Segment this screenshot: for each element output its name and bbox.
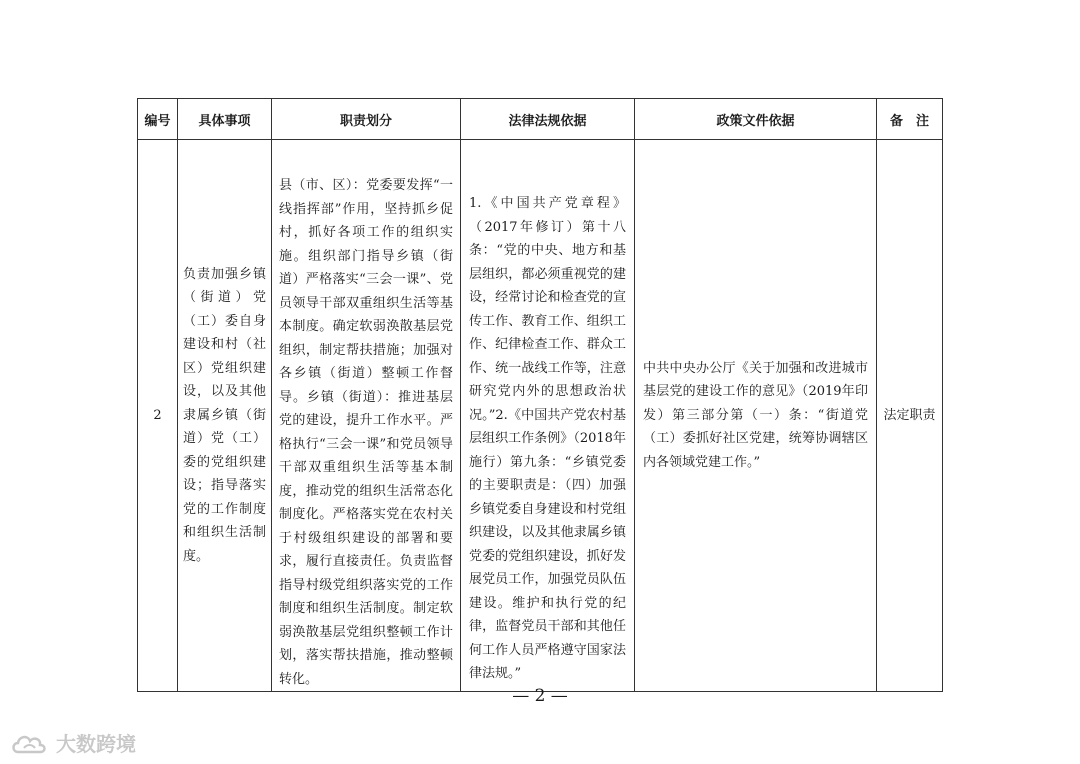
table-header-row	[138, 99, 943, 140]
header-duty: 职责划分	[272, 99, 461, 140]
cloud-logo-icon	[10, 730, 50, 756]
header-remark: 备 注	[877, 99, 943, 140]
cell-item	[178, 140, 272, 692]
cell-law-text: 1.《中国共产党章程》（2017年修订）第十八条：“党的中央、地方和基层组织，都必须重视党的建设，经常讨论和检查党的宣传工作、教育工作、组织工作、纪律检查工作、群众工作、统一战线工作等，注意研究党内外的思想政治状况。”2.《中国共产党农村基层组织工作条例》（2018年施行）第九条：“乡镇党委的主要职责是：（四）加强乡镇党委自身建设和村党组织建设，以及其他隶属乡镇党委的党组织建设，抓好发展党员工作，加强党员队伍建设。维护和执行党的纪律，监督党员干部和其他任何工作人员严格遵守国家法律法规。”	[469, 196, 626, 681]
cell-law	[461, 140, 635, 692]
cell-policy	[635, 140, 877, 692]
watermark	[10, 728, 136, 757]
cell-duty	[272, 140, 461, 692]
cell-no: 2	[138, 140, 178, 692]
header-policy: 政策文件依据	[635, 99, 877, 140]
cell-item-text: 负责加强乡镇（街道）党（工）委自身建设和村（社区）党组织建设，以及其他隶属乡镇（街道）党（工）委的党组织建设；指导落实党的工作制度和组织生活制度。	[183, 266, 266, 564]
cell-remark: 法定职责	[877, 140, 943, 692]
table-row	[138, 140, 943, 692]
cell-policy-text: 中共中央办公厅《关于加强和改进城市基层党的建设工作的意见》（2019年印发）第三部分第（一）条：“街道党（工）委抓好社区党建，统筹协调辖区内各领域党建工作。”	[643, 360, 868, 470]
header-item: 具体事项	[178, 99, 272, 140]
header-law: 法律法规依据	[461, 99, 635, 140]
page-number: — 2 —	[512, 686, 568, 706]
cell-duty-text: 县（市、区）：党委要发挥“一线指挥部”作用，坚持抓乡促村，抓好各项工作的组织实施。组织部门指导乡镇（街道）严格落实“三会一课”、党员领导干部双重组织生活等基本制度。确定软弱涣散基层党组织，制定帮扶措施；加强对各乡镇（街道）整顿工作督导。乡镇（街道）：推进基层党的建设，提升工作水平。严格执行“三会一课”和党员领导干部双重组织生活等基本制度，推动党的组织生活常态化制度化。严格落实党在农村关于村级组织建设的部署和要求，履行直接责任。负责监督指导村级党组织落实党的工作制度和组织生活制度。制定软弱涣散基层党组织整顿工作计划，落实帮扶措施，推动整顿转化。	[279, 178, 453, 687]
header-no: 编号	[138, 99, 178, 140]
duty-table	[137, 98, 943, 692]
watermark-text: 大数跨境	[56, 732, 136, 756]
